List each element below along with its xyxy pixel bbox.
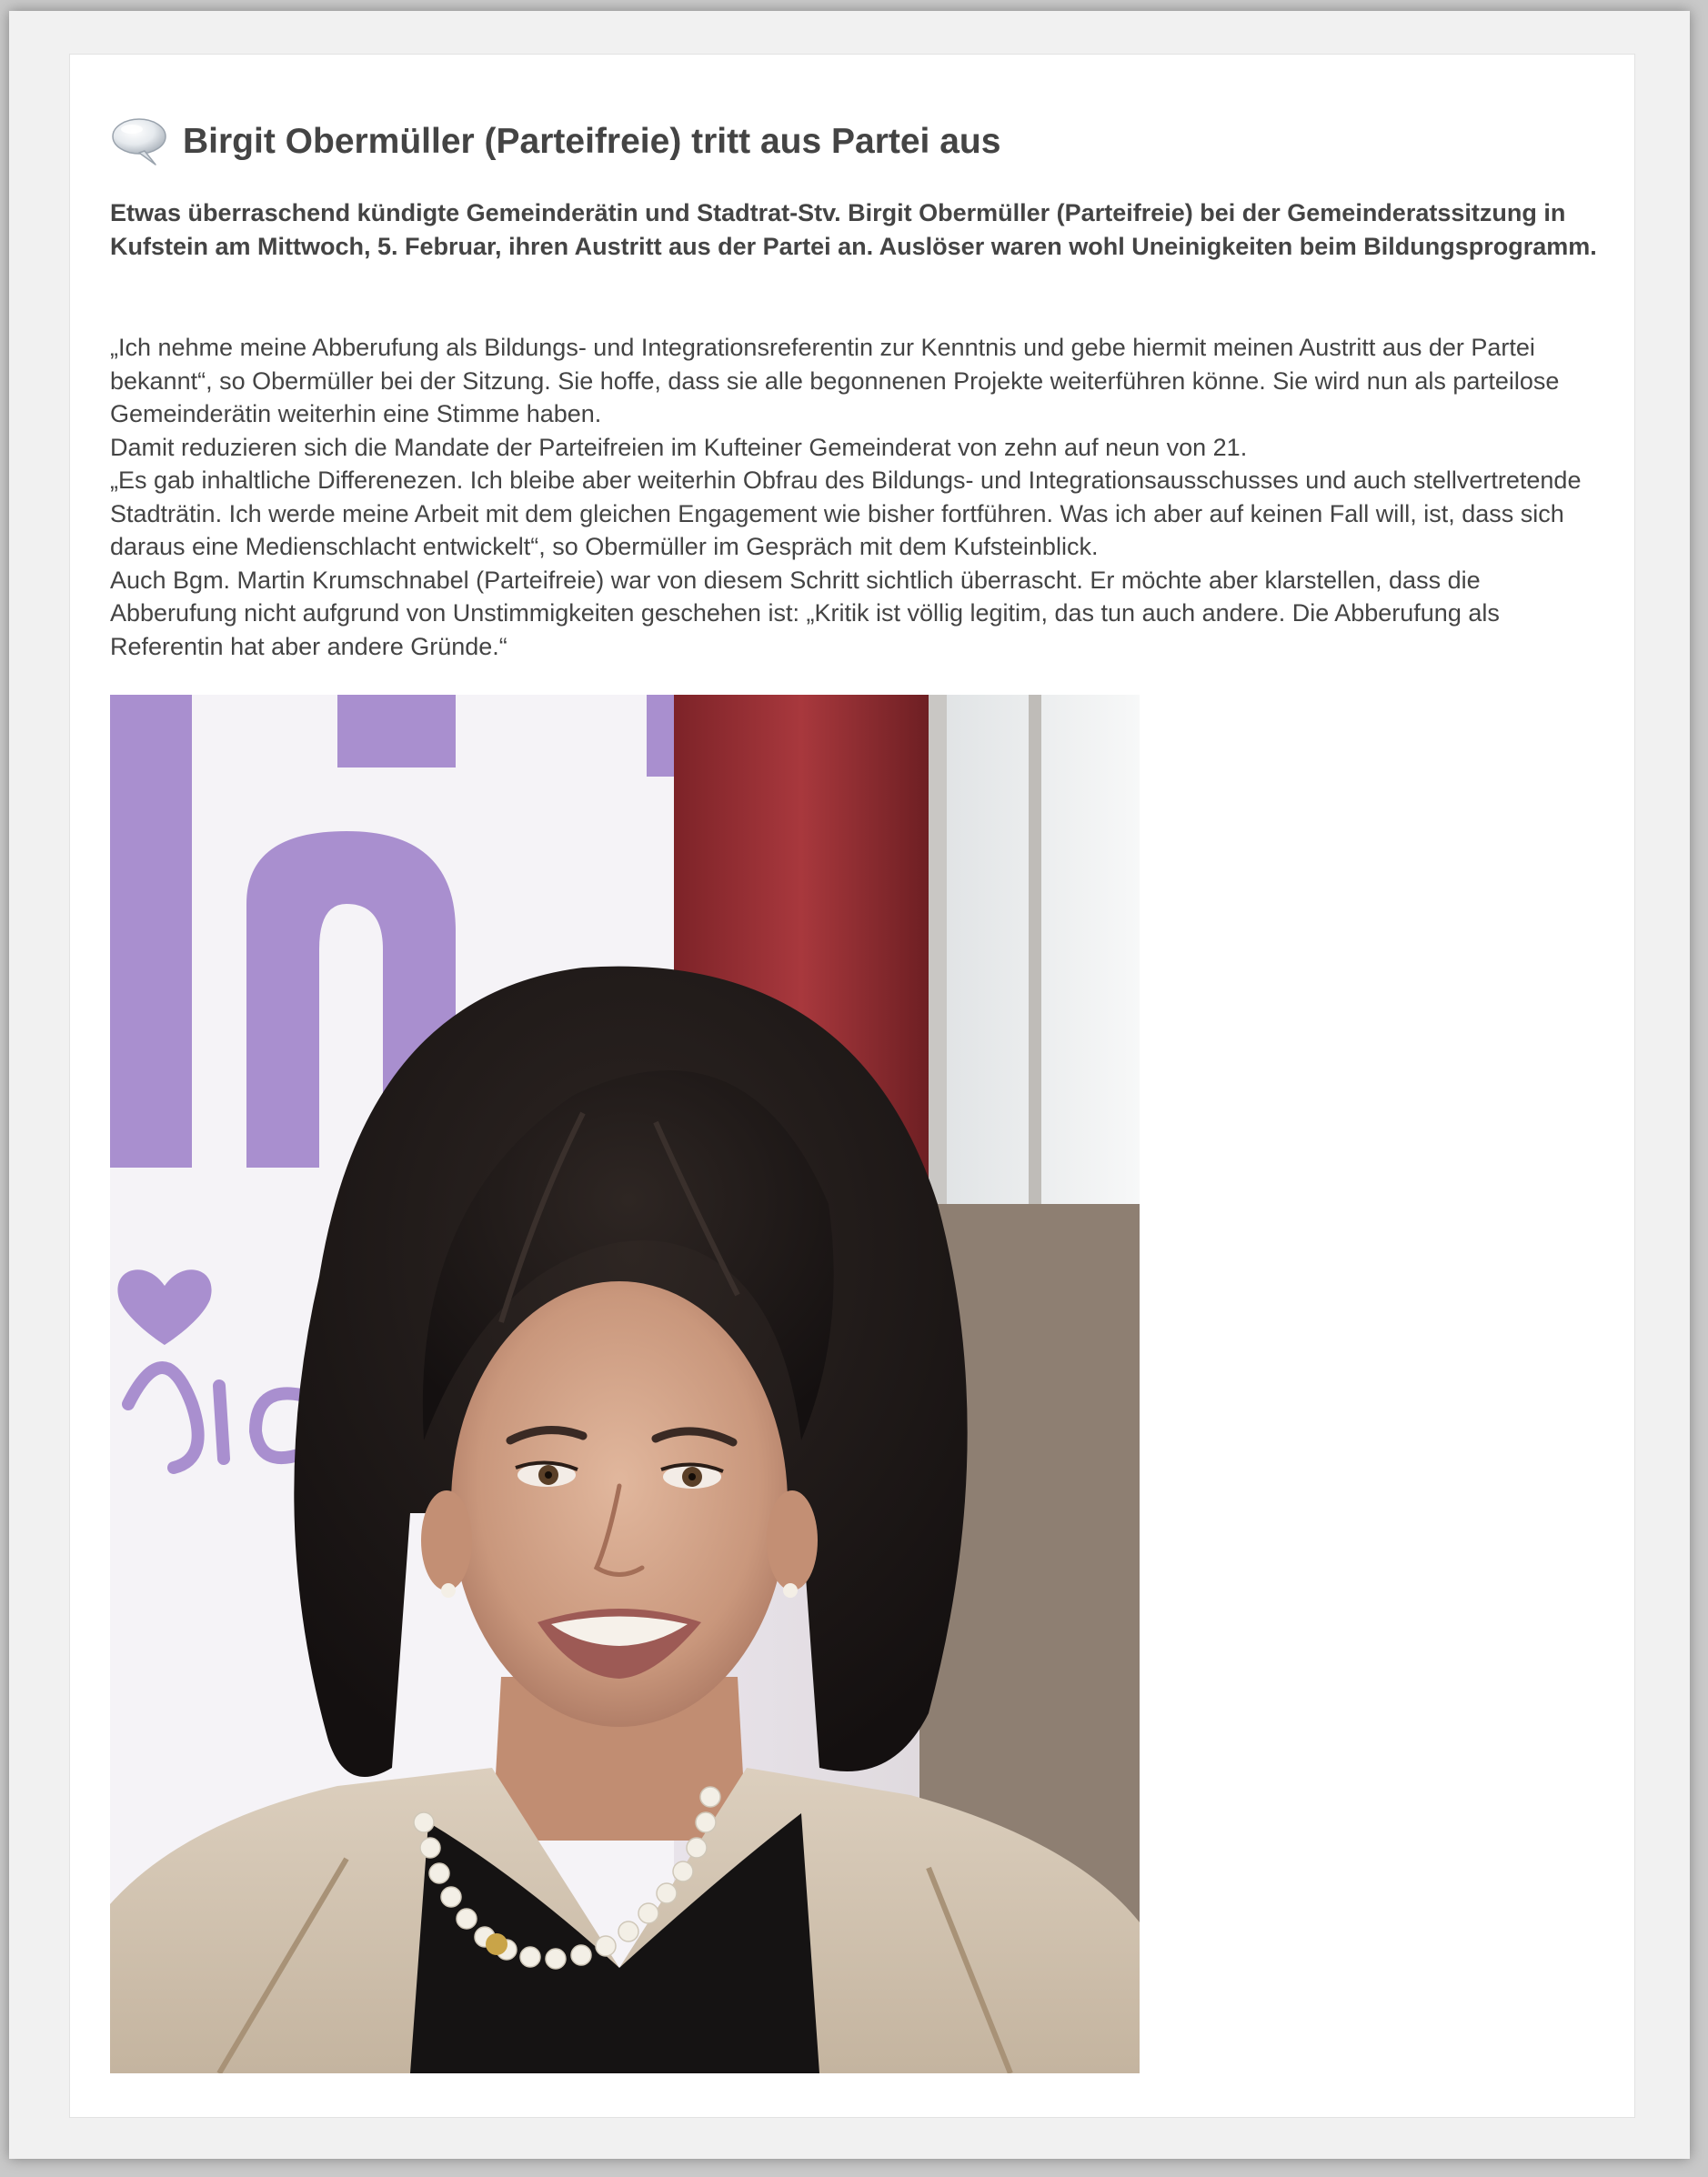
article-title: Birgit Obermüller (Parteifreie) tritt aus Partei aus bbox=[183, 122, 1001, 161]
article-headline bbox=[110, 115, 1000, 169]
portrait-photo bbox=[110, 695, 1140, 2073]
page-frame bbox=[9, 11, 1690, 2159]
article-paragraph: Damit reduzieren sich die Mandate der Parteifreien im Kufteiner Gemeinderat von zehn auf neun von 21. bbox=[110, 433, 1248, 461]
article-paragraph: „Es gab inhaltliche Differenezen. Ich bleibe aber weiterhin Obfrau des Bildungs- und Integrationsausschusses und auch stellvertretende Stadträtin. Ich werde meine Arbeit mit dem gleichen Engagement wie bisher fortführen. Was ich aber auf keinen Fall will, ist, dass sich daraus eine Medienschlacht entwickelt“, so Obermüller im Gespräch mit dem Kufsteinblick. bbox=[110, 466, 1582, 560]
article-paragraph: Auch Bgm. Martin Krumschnabel (Parteifreie) war von diesem Schritt sichtlich überrascht. Er möchte aber klarstellen, dass die Abberufung nicht aufgrund von Unstimmigkeiten geschehen ist: „Kritik ist völlig legitim, das tun auch andere. Die Abberufung als Referentin hat aber andere Gründe.“ bbox=[110, 566, 1500, 660]
article-lead: Etwas überraschend kündigte Gemeinderätin und Stadtrat-Stv. Birgit Obermüller (Parteifreie) bei der Gemeinderatssitzung in Kufstein am Mittwoch, 5. Februar, ihren Austritt aus der Partei an. Auslöser waren wohl Uneinigkeiten beim Bildungsprogramm. bbox=[110, 199, 1597, 260]
article-paragraph: „Ich nehme meine Abberufung als Bildungs- und Integrationsreferentin zur Kenntnis und gebe hiermit meinen Austritt aus der Partei bekannt“, so Obermüller bei der Sitzung. Sie hoffe, dass sie alle begonnenen Projekte weiterführen könne. Sie wird nun als parteilose Gemeinderätin weiterhin eine Stimme haben. bbox=[110, 334, 1560, 427]
speech-bubble-icon bbox=[110, 115, 168, 169]
article-body bbox=[110, 331, 1602, 663]
article-card bbox=[69, 54, 1635, 2118]
